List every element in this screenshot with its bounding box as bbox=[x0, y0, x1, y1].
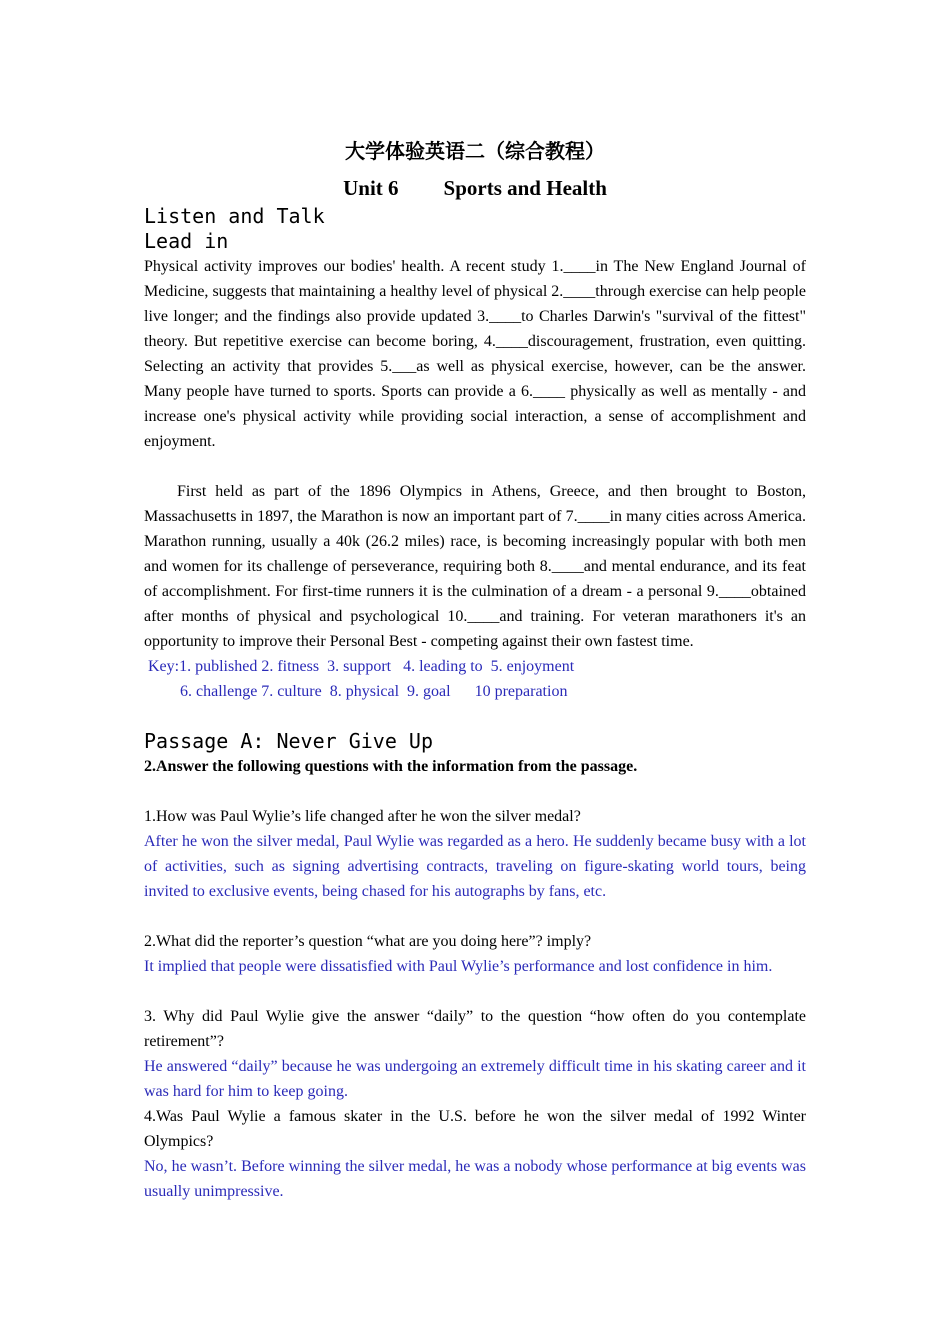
spacer bbox=[144, 704, 806, 729]
answer-3: He answered “daily” because he was undergoing an extremely difficult time in his skating career and it was hard for him to keep going. bbox=[144, 1058, 806, 1100]
document-title: 大学体验英语二（综合教程） bbox=[345, 139, 605, 163]
unit-name: Sports and Health bbox=[443, 176, 607, 200]
unit-title bbox=[144, 172, 806, 204]
spacer bbox=[144, 979, 806, 1004]
spacer bbox=[144, 904, 806, 929]
section-heading-passage-a: Passage A: Never Give Up bbox=[144, 729, 433, 753]
document-page bbox=[144, 136, 806, 1204]
exercise-instruction: 2.Answer the following questions with the information from the passage. bbox=[144, 758, 638, 775]
section-subheading-lead-in: Lead in bbox=[144, 229, 229, 253]
answer-key-line-1: Key:1. published 2. fitness 3. support 4. leading to 5. enjoyment bbox=[144, 658, 575, 675]
question-1: 1.How was Paul Wylie’s life changed after he won the silver medal? bbox=[144, 808, 581, 825]
answer-2: It implied that people were dissatisfied with Paul Wylie’s performance and lost confidence in him. bbox=[144, 958, 773, 975]
answer-4: No, he wasn’t. Before winning the silver medal, he was a nobody whose performance at big events was usually unimpressive. bbox=[144, 1158, 806, 1200]
lead-in-paragraph-2: First held as part of the 1896 Olympics in Athens, Greece, and then brought to Boston, Massachusetts in 1897, the Marathon is now an important part of 7.____in many cities across America. Marathon running, usually a 40k (26.2 miles) race, is becoming increasingly popular with both men and women for its challenge of perseverance, requiring both 8.____and mental endurance, and its feat of accomplishment. For first-time runners it is the culmination of a dream - a personal 9.____obtained after months of physical and psychological 10.____and training. For veteran marathoners it's an opportunity to improve their Personal Best - competing against their own fastest time. bbox=[144, 483, 806, 650]
answer-1: After he won the silver medal, Paul Wylie was regarded as a hero. He suddenly became busy with a lot of activities, such as signing advertising contracts, traveling on figure-skating world tours, being invited to exclusive events, being chased for his autographs by fans, etc. bbox=[144, 833, 806, 900]
lead-in-paragraph-1: Physical activity improves our bodies' health. A recent study 1.____in The New England Journal of Medicine, suggests that maintaining a healthy level of physical 2.____through exercise can help people live longer; and the findings also provide updated 3.____to Charles Darwin's "survival of the fittest" theory. But repetitive exercise can become boring, 4.____discouragement, frustration, even quitting. Selecting an activity that provides 5.___as well as physical exercise, however, can be the answer. Many people have turned to sports. Sports can provide a 6.____ physically as well as mentally - and increase one's physical activity while providing social interaction, a sense of accomplishment and enjoyment. bbox=[144, 258, 806, 450]
question-2: 2.What did the reporter’s question “what are you doing here”? imply? bbox=[144, 933, 592, 950]
unit-number: Unit 6 bbox=[343, 176, 399, 200]
question-3: 3. Why did Paul Wylie give the answer “daily” to the question “how often do you contemplate retirement”? bbox=[144, 1008, 806, 1050]
spacer bbox=[144, 779, 806, 804]
spacer bbox=[144, 454, 806, 479]
question-4: 4.Was Paul Wylie a famous skater in the U.S. before he won the silver medal of 1992 Winter Olympics? bbox=[144, 1108, 806, 1150]
section-heading-listen-talk: Listen and Talk bbox=[144, 204, 325, 228]
answer-key-line-2: 6. challenge 7. culture 8. physical 9. goal 10 preparation bbox=[144, 683, 568, 700]
